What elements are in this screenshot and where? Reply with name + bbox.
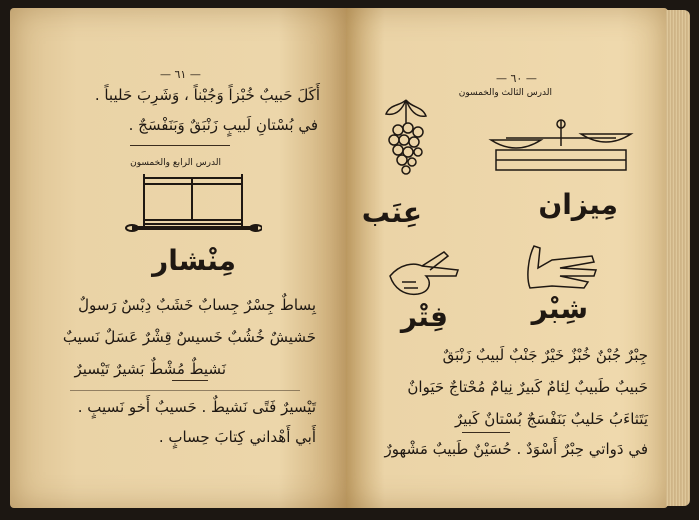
underline-taysir: [172, 380, 208, 381]
keyword-saw: مِنْشار: [152, 244, 236, 277]
sentence-line-1: تَيْسيرٌ فَتًى نَشيطٌ . حَسيبٌ أَخو نَسيبٍ .: [77, 398, 316, 416]
word-line-1: بِساطٌ جِسْرٌ جِسابٌ خَشَبٌ دِبْسٌ رَسولٌ: [78, 296, 316, 314]
grapes-illustration: [376, 96, 436, 188]
word-line-2: حَشيشٌ خُشُبٌ خَسيسٌ قِشْرٌ عَسَلٌ نَسيبٌ: [62, 328, 316, 346]
right-page-number: — ٦٠ —: [496, 72, 537, 85]
right-line-3: يَتَثاءَبُ حَليبٌ بَنَفْسَجٌ بُسْتانٌ كَبيرٌ: [454, 410, 648, 428]
right-line-1: جِبْرٌ جُبْنٌ خُبْزٌ خَيْرٌ جَنْبٌ لَبيبٌ زَنْبَقٌ: [442, 346, 648, 364]
word-shibr: شِبْر: [531, 292, 588, 325]
divider: [70, 390, 300, 391]
divider: [130, 145, 230, 146]
left-top-line-1: أَكَلَ حَبيبٌ خُبْزاً وَجُبْناً ، وَشَرِبَ حَليباً .: [94, 86, 320, 104]
page-edges: [666, 10, 690, 506]
right-line-2: حَبيبٌ طَبيبٌ لِئامٌ كَبيرٌ نِيامٌ مُحْتاجٌ حَيَوانٌ: [407, 378, 648, 396]
lesson-54-title: الدرس الرابع والخمسون: [130, 158, 221, 168]
sentence-line-2: أَبي أَهْداني كِتابَ حِسابٍ .: [158, 428, 316, 446]
word-fitr: فِتْر: [400, 300, 448, 333]
saw-illustration: [122, 170, 262, 242]
scale-illustration: [486, 116, 636, 180]
word-scale: مِيزان: [538, 188, 618, 221]
span-hand-illustration: [386, 246, 462, 298]
word-grapes: عِنَب: [361, 196, 422, 229]
left-page: [10, 8, 346, 508]
open-book: [10, 8, 692, 514]
right-page: [346, 8, 668, 508]
right-line-4: في دَواتي حِبْرٌ أَسْوَدٌ . حُسَيْنٌ طَبيبٌ مَشْهورٌ: [384, 440, 648, 458]
word-line-3: نَشيطٌ مُشْطٌ بَشيرٌ تَيْسيرٌ: [74, 360, 226, 378]
lesson-53-title: الدرس الثالث والخمسون: [458, 88, 552, 98]
left-page-number: — ٦١ —: [160, 68, 201, 81]
underline-banafsaj: [462, 432, 510, 433]
open-hand-illustration: [522, 238, 602, 298]
left-top-line-2: في بُسْتانِ لَبيبٍ زَنْبَقٌ وَبَنَفْسَجٌ .: [128, 116, 318, 134]
